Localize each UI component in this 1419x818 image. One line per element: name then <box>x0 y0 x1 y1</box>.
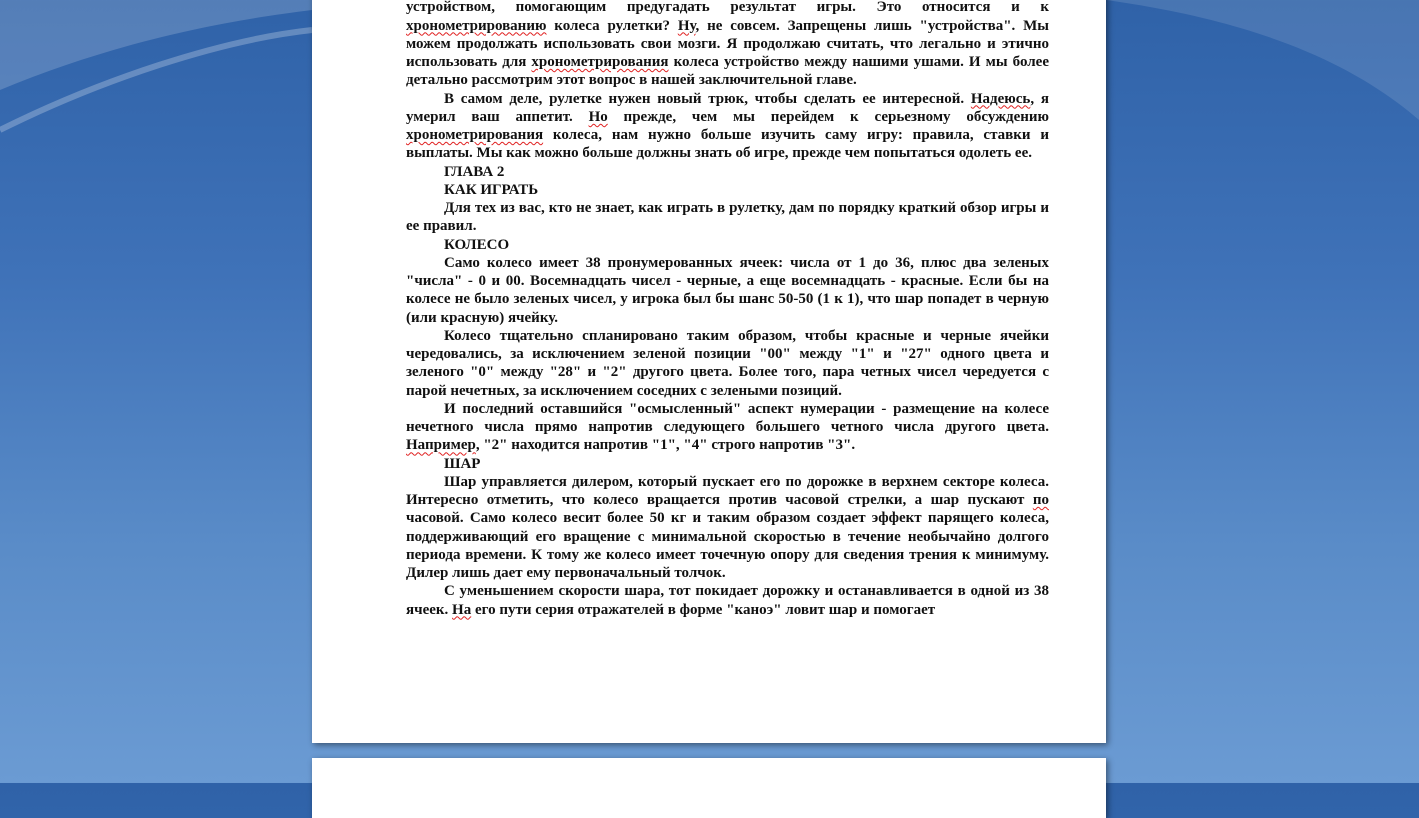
paragraph: устройством, помогающим предугадать результат игры. Это относится и к хронометрированию колеса рулетки? Ну, не совсем. Запрещены лишь "устройства". Мы можем продолжать использовать свои мозги. Я продолжаю считать, что легально и этично использовать для хронометрирования колеса устройство между нашими ушами. И мы более детально рассмотрим этот вопрос в нашей заключительной главе. <box>406 0 1049 89</box>
paragraph: В самом деле, рулетке нужен новый трюк, чтобы сделать ее интересной. Надеюсь, я умерил ваш аппетит. Но прежде, чем мы перейдем к серьезному обсуждению хронометрирования колеса, нам нужно больше изучить саму игру: правила, ставки и выплаты. Мы как можно больше должны знать об игре, прежде чем попытаться одолеть ее. <box>406 90 1049 162</box>
spellcheck-word[interactable]: Надеюсь <box>970 90 1031 107</box>
spellcheck-word[interactable]: Но <box>588 108 608 125</box>
section-heading: КОЛЕСО <box>444 236 510 253</box>
page-text-area[interactable] <box>406 0 1049 619</box>
spellcheck-word[interactable]: Ну <box>677 17 696 34</box>
paragraph: Само колесо имеет 38 пронумерованных ячеек: числа от 1 до 36, плюс два зеленых "числа" - 0 и 00. Восемнадцать чисел - черные, а еще восемнадцать - красные. Если бы на колесе не было зеленых чисел, у игрока был бы шанс 50-50 (1 к 1), что шар попадет в черную (или красную) ячейку. <box>406 254 1049 326</box>
spellcheck-word[interactable]: хронометрирования <box>531 54 669 70</box>
paragraph: С уменьшением скорости шара, тот покидает дорожку и останавливается в одной из 38 ячеек. На его пути серия отражателей в форме "каноэ" ловит шар и помогает <box>406 583 1049 618</box>
document-page[interactable] <box>312 0 1106 743</box>
paragraph: Колесо тщательно спланировано таким образом, чтобы красные и черные ячейки чередовались, за исключением зеленой позиции "00" между "1" и "27" одного цвета и зеленого "0" между "28" и "2" другого цвета. Более того, пара четных чисел чередуется с парой нечетных, за исключением соседних с зелеными позиций. <box>406 327 1049 399</box>
spellcheck-word[interactable]: хронометрирования <box>406 127 544 143</box>
spellcheck-word[interactable]: На <box>452 601 472 618</box>
next-document-page[interactable] <box>312 758 1106 818</box>
chapter-heading: ГЛАВА 2 <box>444 163 505 180</box>
section-heading: ШАР <box>444 455 481 472</box>
spellcheck-word[interactable]: по <box>1032 492 1049 508</box>
chapter-title: КАК ИГРАТЬ <box>444 181 539 198</box>
paragraph: И последний оставшийся "осмысленный" аспект нумерации - размещение на колесе нечетного числа прямо напротив следующего большего четного числа другого цвета. Например, "2" находится напротив "1", "4" строго напротив "3". <box>406 400 1049 454</box>
paragraph: Шар управляется дилером, который пускает его по дорожке в верхнем секторе колеса. Интересно отметить, что колесо вращается против часовой стрелки, а шар пускают по часовой. Само колесо весит более 50 кг и таким образом создает эффект парящего колеса, поддерживающий его вращение с минимальной скоростью в течение необычайно долгого периода времени. К тому же колесо имеет точечную опору для сведения трения к минимуму. Дилер лишь дает ему первоначальный толчок. <box>406 473 1049 581</box>
spellcheck-word[interactable]: Например <box>406 437 476 454</box>
paragraph: Для тех из вас, кто не знает, как играть в рулетку, дам по порядку краткий обзор игры и ее правил. <box>406 200 1049 235</box>
spellcheck-word[interactable]: хронометрированию <box>406 17 547 34</box>
